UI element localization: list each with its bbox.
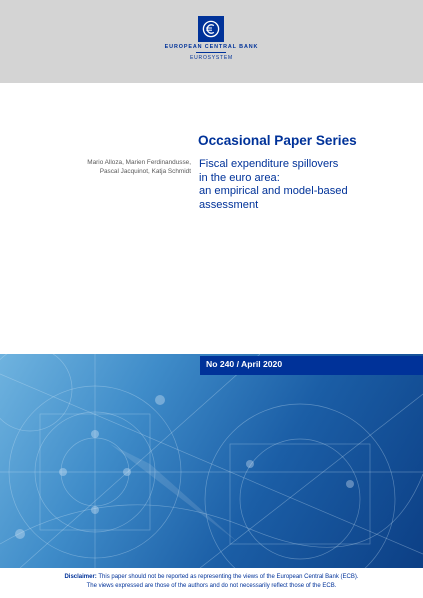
disclaimer-line-2: The views expressed are those of the authors and do not necessarily reflect those of the ECB.	[86, 582, 337, 589]
author-line: Pascal Jacquinot, Katja Schmidt	[99, 168, 191, 175]
author-line: Mario Alloza, Marien Ferdinandusse,	[87, 159, 191, 166]
disclaimer-line-1	[0, 573, 423, 582]
disclaimer-label: Disclaimer:	[64, 574, 97, 580]
disclaimer	[0, 573, 423, 590]
cover-image	[0, 354, 423, 568]
issue-tag	[200, 356, 423, 375]
logo-divider	[196, 52, 226, 53]
series-title: Occasional Paper Series	[198, 133, 357, 148]
paper-title-line: Fiscal expenditure spillovers	[199, 158, 339, 170]
technical-drawing-artwork	[0, 354, 423, 568]
paper-title-line: in the euro area:	[199, 171, 280, 184]
ecb-logo	[198, 16, 224, 42]
paper-title-line: an empirical and model-based	[199, 185, 348, 197]
authors	[41, 158, 191, 176]
header-band	[0, 0, 423, 83]
paper-title-line: assessment	[199, 198, 259, 211]
bank-name: EUROPEAN CENTRAL BANK	[164, 44, 259, 50]
paper-title	[199, 158, 404, 212]
issue-number-date: No 240 / April 2020	[206, 359, 283, 369]
eurosystem-label: EUROSYSTEM	[189, 55, 233, 61]
euro-symbol-icon	[201, 19, 221, 39]
disclaimer-text: This paper should not be reported as representing the views of the European Central Bank (ECB).	[98, 574, 359, 580]
